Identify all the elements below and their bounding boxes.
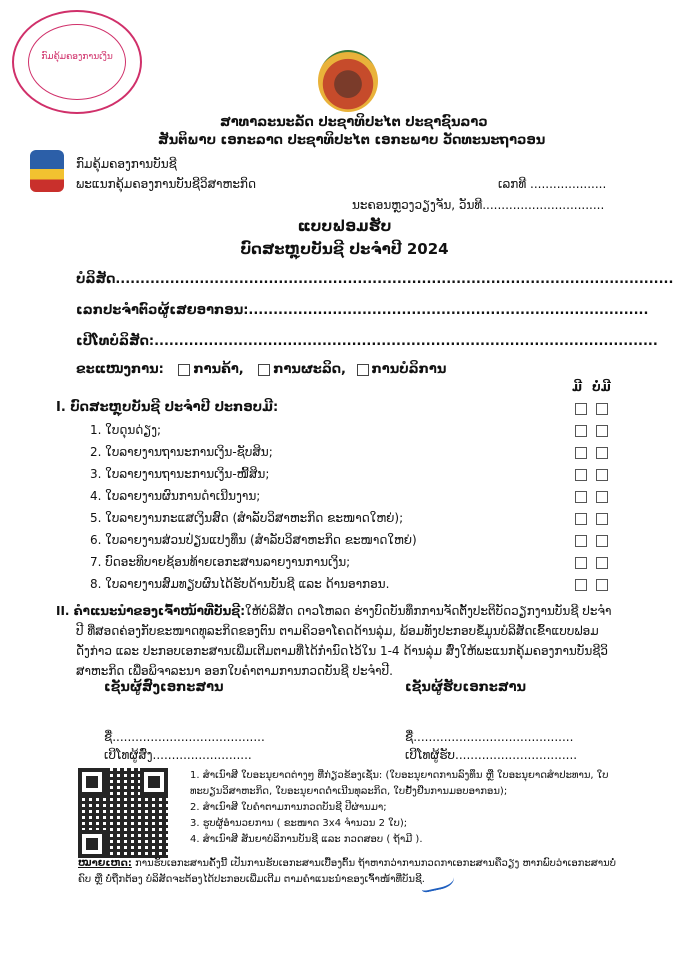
list-item: 8. ໃບລາຍງານສົມທຽບຜົນໄດ້ຮັບດ້ານບັນຊີ ແລະ ດ້ານອາກອນ. (90, 577, 390, 591)
list-item: 6. ໃບລາຍງານສ່ວນປ່ຽນແປງທຶນ (ສຳລັບວິສາຫະກິດ ຂະໜາດໃຫຍ່) (90, 533, 417, 547)
qr-finder (140, 768, 168, 796)
sender-name-field: ຊື່........................................ (104, 730, 265, 744)
seal-text: ກົມຄຸ້ມຄອງການເງິນ (41, 52, 113, 62)
list-item: 4. ໃບລາຍງານຜົນການດຳເນີນງານ; (90, 489, 261, 503)
attachment-item: ທະບຽນວິສາຫະກິດ, ໃບອະນຸຍາດດຳເນີນທຸລະກິດ, ໃບຢັ້ງຢືນການມອບອາກອນ); (190, 786, 508, 797)
qr-finder (78, 830, 106, 858)
list-item: 2. ໃບລາຍງານຖານະການເງິນ-ຊັບສິນ; (90, 445, 273, 459)
checkbox-yes[interactable] (575, 469, 587, 481)
checkbox-service[interactable] (357, 364, 369, 376)
attachment-item: 2. ສຳເນົາສີ ໃບຄຳຕາມການກວດບັນຊີ ປີຜ່ານມາ; (190, 802, 387, 813)
qr-code[interactable] (78, 768, 168, 858)
note-line-1: ໝາຍເຫດ: ການຮັບເອກະສານຄັ້ງນີ້ ເປັນການຮັບເອກະສານເບື້ອງຕົ້ນ ຖ້າຫາກວ່າການກວດກາເອກະສານຄືວຽງ ຫາກພົບວ່າເອກະສານບໍ່ (78, 858, 616, 869)
checkbox-yes[interactable] (575, 535, 587, 547)
checkbox-no[interactable] (596, 513, 608, 525)
department-name: ກົມຄຸ້ມຄອງການບັນຊີ (76, 157, 177, 171)
company-name-field: ບໍລິສັດ................................................................................................................. (76, 272, 674, 287)
seal-inner-ring (28, 24, 126, 100)
receiver-phone-field: ເບີໂທຜູ້ຮັບ................................ (405, 748, 578, 762)
list-item: 1. ໃບດຸນດ່ຽງ; (90, 423, 162, 437)
business-type-row (76, 362, 446, 377)
form-subtitle: ບົດສະຫຼຸບບັນຊີ ປະຈຳປີ 2024 (240, 240, 449, 258)
checkbox-yes[interactable] (575, 403, 587, 415)
country-name: ສາທາລະນະລັດ ປະຊາທິປະໄຕ ປະຊາຊົນລາວ (220, 115, 488, 130)
national-emblem-icon (318, 50, 378, 112)
form-title: ແບບຟອມຮັບ (297, 217, 392, 235)
checkbox-no[interactable] (596, 579, 608, 591)
option-trade: ການຄ້າ, (193, 362, 244, 377)
division-name: ພະແນກຄຸ້ມຄອງການບັນຊີວິສາຫະກິດ (76, 177, 256, 191)
checkbox-yes[interactable] (575, 557, 587, 569)
checkbox-yes[interactable] (575, 513, 587, 525)
list-item: 3. ໃບລາຍງານຖານະການເງິນ-ໜີ້ສິນ; (90, 467, 270, 481)
checkbox-no[interactable] (596, 491, 608, 503)
section-2-line-4: ສາຫະກິດ ເພື່ອພິຈາລະນາ ອອກໃບຄຳຕາມການກວດບັນຊີ ປະຈຳປີ. (76, 664, 393, 678)
checkbox-no[interactable] (596, 403, 608, 415)
attachment-item: 4. ສຳເນົາສີ ສັນຍາບໍລິການບັນຊີ ແລະ ກວດສອບ ( ຖ້າມີ ). (190, 834, 423, 845)
note-label: ໝາຍເຫດ: (78, 858, 132, 869)
checkbox-no[interactable] (596, 447, 608, 459)
place-date: ນະຄອນຫຼວງວຽງຈັນ, ວັນທີ................................ (352, 198, 605, 212)
national-motto: ສັນຕິພາບ ເອກະລາດ ປະຊາທິປະໄຕ ເອກະພາບ ວັດທະນະຖາວອນ (158, 133, 546, 148)
ministry-logo-icon (30, 150, 64, 192)
qr-finder (78, 768, 106, 796)
document-number: ເລກທີ .................... (498, 177, 607, 191)
sender-phone-field: ເບີໂທຜູ້ສົ່ງ.......................... (104, 748, 252, 762)
attachment-item: 1. ສຳເນົາສີ ໃບອະນຸຍາດຕ່າງໆ ທີ່ກ່ຽວຂ້ອງເຊັ່ນ: (ໃບອະນຸຍາດການລົງທຶນ ຫຼື ໃບອະນຸຍາດສຳປະທານ, ໃບ (190, 770, 609, 781)
list-item: 7. ບົດອະທິບາຍຊ້ອນທ້າຍເອກະສານລາຍງານການເງິນ; (90, 555, 351, 569)
checkbox-trade[interactable] (178, 364, 190, 376)
sender-signature-heading: ເຊັນຜູ້ສົ່ງເອກະສານ (104, 680, 224, 695)
checkbox-no[interactable] (596, 557, 608, 569)
checkbox-yes[interactable] (575, 491, 587, 503)
section-1-title: I. ບົດສະຫຼຸບບັນຊີ ປະຈຳປີ ປະກອບມີ: (56, 400, 279, 415)
column-no: ບໍ່ມີ (592, 380, 611, 394)
company-phone-field: ເປີໂທບໍລິສັດ:...................................................................................................... (76, 334, 658, 349)
section-2-title: II. ຄຳແນະນຳຂອງເຈົ້າໜ້າທີ່ບັນຊີ: (56, 604, 246, 618)
checkbox-yes[interactable] (575, 579, 587, 591)
checkbox-yes[interactable] (575, 425, 587, 437)
section-2-line-2: ປີ ທີ່ສອດຄ່ອງກັບຂະໜາດທຸລະກິດຂອງຕົນ ຕາມຄິວອາໂຄດດ້ານລຸ່ມ, ພ້ອມທັງປະກອບຂໍ້ມູນບໍລິສັດເຂົ້າແບບຟອມ (76, 624, 599, 638)
checkbox-no[interactable] (596, 535, 608, 547)
receiver-name-field: ຊື່.......................................... (405, 730, 574, 744)
note-line-2: ຄົບ ຫຼື ບໍ່ຖືກຕ້ອງ ບໍລິສັດຈະຕ້ອງໄດ້ປະກອບເພີ່ມເຕີມ ຕາມຄຳແນະນຳຂອງເຈົ້າໜ້າທີ່ບັນຊີ. (78, 874, 425, 885)
list-item: 5. ໃບລາຍງານກະແສເງິນສົດ (ສຳລັບວິສາຫະກິດ ຂະໜາດໃຫຍ່); (90, 511, 404, 525)
checkbox-no[interactable] (596, 469, 608, 481)
checkbox-no[interactable] (596, 425, 608, 437)
attachment-item: 3. ຮູບຜູ້ອຳນວຍການ ( ຂະໜາດ 3x4 ຈຳນວນ 2 ໃບ); (190, 818, 408, 829)
option-service: ການບໍລິການ (371, 362, 447, 377)
section-2-line-1: II. ຄຳແນະນຳຂອງເຈົ້າໜ້າທີ່ບັນຊີ:ໃຫ້ບໍລິສັດ ດາວໂຫລດ ຮ່າງບົດບັນທຶກການຈັດຕັ້ງປະຕິບັດວຽກງານບັນຊີ ປະຈຳ (56, 604, 612, 618)
checkbox-production[interactable] (258, 364, 270, 376)
column-yes: ມີ (572, 380, 583, 394)
official-seal (12, 10, 142, 114)
signature-mark (418, 867, 455, 894)
tax-id-field: ເລກປະຈຳຕົວຜູ້ເສຍອາກອນ:................................................................................. (76, 303, 649, 318)
business-type-label: ຂະແໜງການ: (76, 362, 164, 377)
checkbox-yes[interactable] (575, 447, 587, 459)
receiver-signature-heading: ເຊັນຜູ້ຮັບເອກະສານ (405, 680, 526, 695)
option-production: ການຜະລິດ, (273, 362, 346, 377)
section-2-line-3: ດັ່ງກ່າວ ແລະ ປະກອບເອກະສານເພີ່ມເຕີມຕາມທີ່ໄດ້ກຳນົດໄວ້ໃນ 1-4 ດ້ານລຸ່ມ ສົ່ງໃຫ້ພະແນກຄຸ້ມຄອງການບັນຊີວິ (76, 644, 609, 658)
